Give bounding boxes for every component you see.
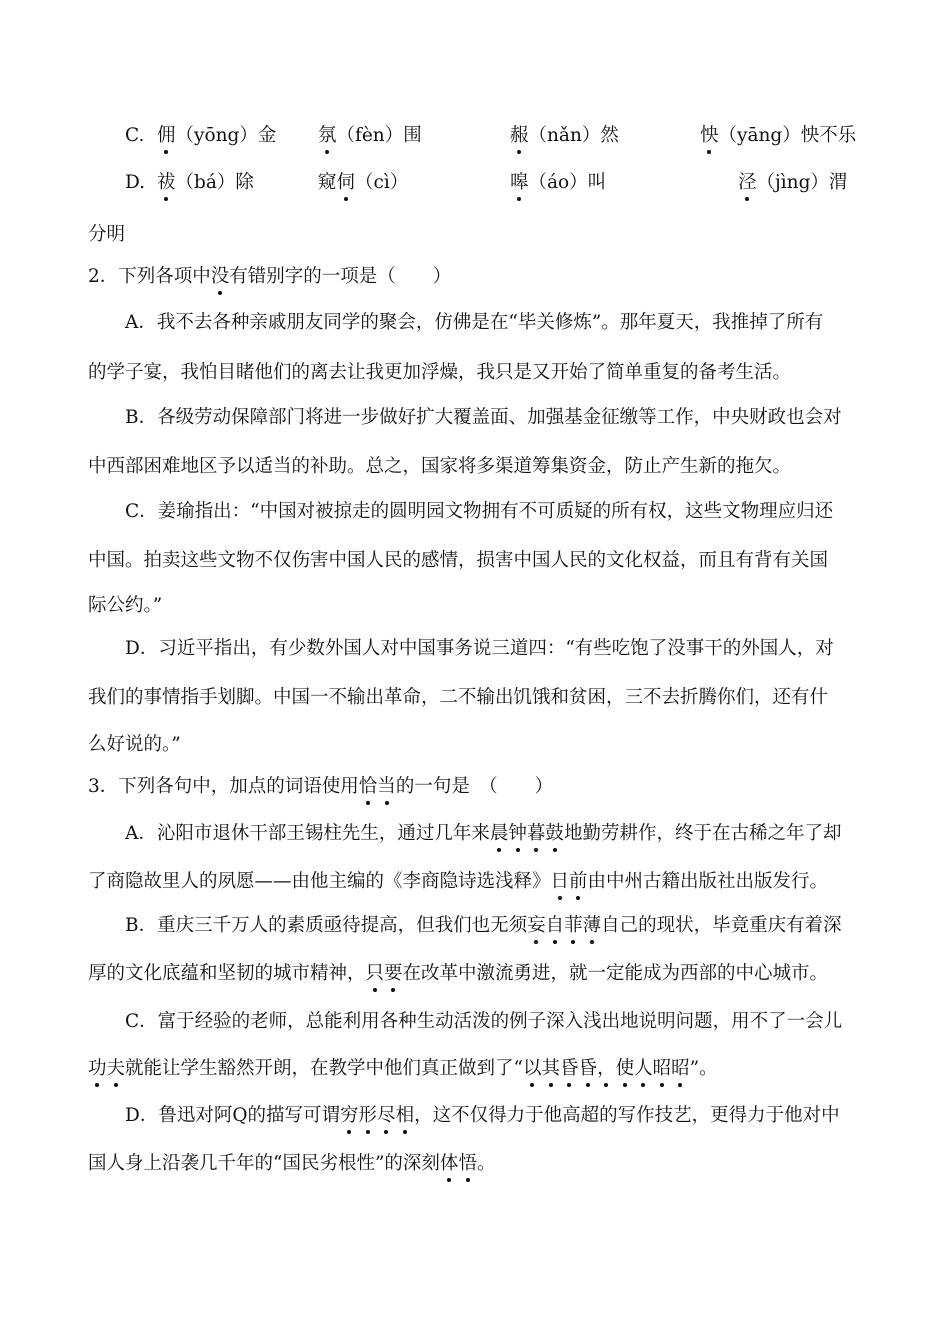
q2-option-b-line2: 中西部困难地区予以适当的补助。总之，国家将多渠道筹集资金，防止产生新的拖欠。 [88,456,792,477]
dotted-char: 泾 [738,172,757,193]
dotted-char: 昭 [652,1058,672,1079]
dotted-char: 使 [615,1058,635,1079]
dotted-char: 人 [634,1058,653,1079]
dotted-char: 没 [210,266,230,287]
dotted-char: 怏 [700,125,719,146]
dotted-char: 日 [550,871,570,892]
dotted-char: 薄 [582,915,602,936]
dotted-char: 相 [395,1105,415,1126]
dotted-char: 前 [569,871,588,892]
dotted-char: 形 [358,1105,378,1126]
pinyin-item: 泾（jìng）渭 [738,172,848,193]
dotted-char: 体 [439,1153,459,1174]
dotted-char: 暮 [526,823,546,844]
dotted-char: 悟 [458,1153,477,1174]
q2-option-d-line2: 我们的事情指手划脚。中国一不输出革命，二不输出饥饿和贫困，三不去折腾你们，还有什 [88,687,829,708]
dotted-char: 佣 [157,125,176,146]
q3-option-d-line2: 国人身上沿袭几千年的“国民劣根性”的深刻体悟。 [88,1153,496,1174]
dotted-char: 要 [384,963,403,984]
pinyin-item: 氛（fèn）围 [318,125,422,146]
q3-option-b-line1: B．重庆三千万人的素质亟待提高，但我们也无须妄自菲薄自己的现状，毕竟重庆有着深 [125,915,842,936]
dotted-char: ， [597,1058,616,1079]
q2-stem: 2．下列各项中没有错别字的一项是（ ） [88,266,452,287]
pinyin-item: 祓（bá）除 [157,172,254,193]
dotted-char: 尽 [377,1105,396,1126]
q2-option-c-line1: C．姜瑜指出：“中国对被掠走的圆明园文物拥有不可质疑的所有权，这些文物理应归还 [125,501,834,522]
dotted-char: 晨 [489,823,509,844]
q3-option-b-line2: 厚的文化底蕴和坚韧的城市精神，只要在改革中激流勇进，就一定能成为西部的中心城市。 [88,963,829,984]
pinyin-item: 赧（nǎn）然 [510,125,619,146]
option-label: D. [125,172,146,193]
dotted-char: 鼓 [545,823,564,844]
dotted-char: 昏 [560,1058,579,1079]
q2-option-d-line3: 么好说的。” [88,734,181,755]
q2-option-a-line2: 的学子宴，我怕目睹他们的离去让我更加浮燥，我只是又开始了简单重复的备考生活。 [88,362,792,383]
dotted-char: 氛 [318,125,337,146]
dotted-char: 以 [523,1058,542,1079]
dotted-char: 自 [545,915,565,936]
dotted-char: 其 [541,1058,561,1079]
q2-option-b-line1: B．各级劳动保障部门将进一步做好扩大覆盖面、加强基金征缴等工作，中央财政也会对 [125,407,842,428]
dotted-char: 穷 [340,1105,359,1126]
dotted-char: 嗥 [510,172,529,193]
q3-option-c-line1: C．富于经验的老师，总能利用各种生动活泼的例子深入浅出地说明问题，用不了一会儿 [125,1011,843,1032]
pinyin-item: 怏（yāng）怏不乐 [700,125,857,146]
q3-option-a-line2: 了商隐故里人的夙愿——由他主编的《李商隐诗选浅释》日前由中州古籍出版社出版发行。 [88,871,829,892]
q2-option-c-line3: 际公约。” [88,595,163,616]
pinyin-item: 嗥（áo）叫 [510,172,607,193]
dotted-char: 夫 [106,1058,126,1079]
q3-option-c-line2: 功夫就能让学生豁然开朗，在教学中他们真正做到了“以其昏昏，使人昭昭”。 [88,1058,718,1079]
pinyin-item: 佣（yōng）金 [157,125,277,146]
dotted-char: 昭 [671,1058,690,1079]
pinyin-item: 窥伺（cì） [318,172,409,193]
dotted-char: 菲 [564,915,583,936]
dotted-char: 祓 [157,172,176,193]
q2-option-c-line2: 中国。拍卖这些文物不仅伤害中国人民的感情，损害中国人民的文化权益，而且有背有关国 [88,550,829,571]
q3-option-d-line1: D．鲁迅对阿Q的描写可谓穷形尽相，这不仅得力于他高超的写作技艺，更得力于他对中 [125,1105,840,1126]
dotted-char: 妄 [527,915,546,936]
q2-option-d-line1: D．习近平指出，有少数外国人对中国事务说三道四：“有些吃饱了没事干的外国人，对 [125,638,834,659]
dotted-char: 昏 [578,1058,598,1079]
q1-option-d-continuation: 分明 [88,224,126,245]
q3-option-a-line1: A．沁阳市退休干部王锡柱先生，通过几年来晨钟暮鼓地勤劳耕作，终于在古稀之年了却 [125,823,842,844]
dotted-char: 赧 [510,125,529,146]
q2-option-a-line1: A．我不去各种亲戚朋友同学的聚会，仿佛是在“毕关修炼”。那年夏天，我推掉了所有 [125,312,824,333]
dotted-char: 钟 [508,823,527,844]
dotted-char: 伺 [336,172,356,193]
dotted-char: 当 [377,776,396,797]
dotted-char: 恰 [358,776,378,797]
q3-stem: 3．下列各句中，加点的词语使用恰当的一句是 （ ） [88,776,554,797]
option-label: C. [125,125,145,146]
dotted-char: 只 [365,963,385,984]
dotted-char: 功 [88,1058,107,1079]
